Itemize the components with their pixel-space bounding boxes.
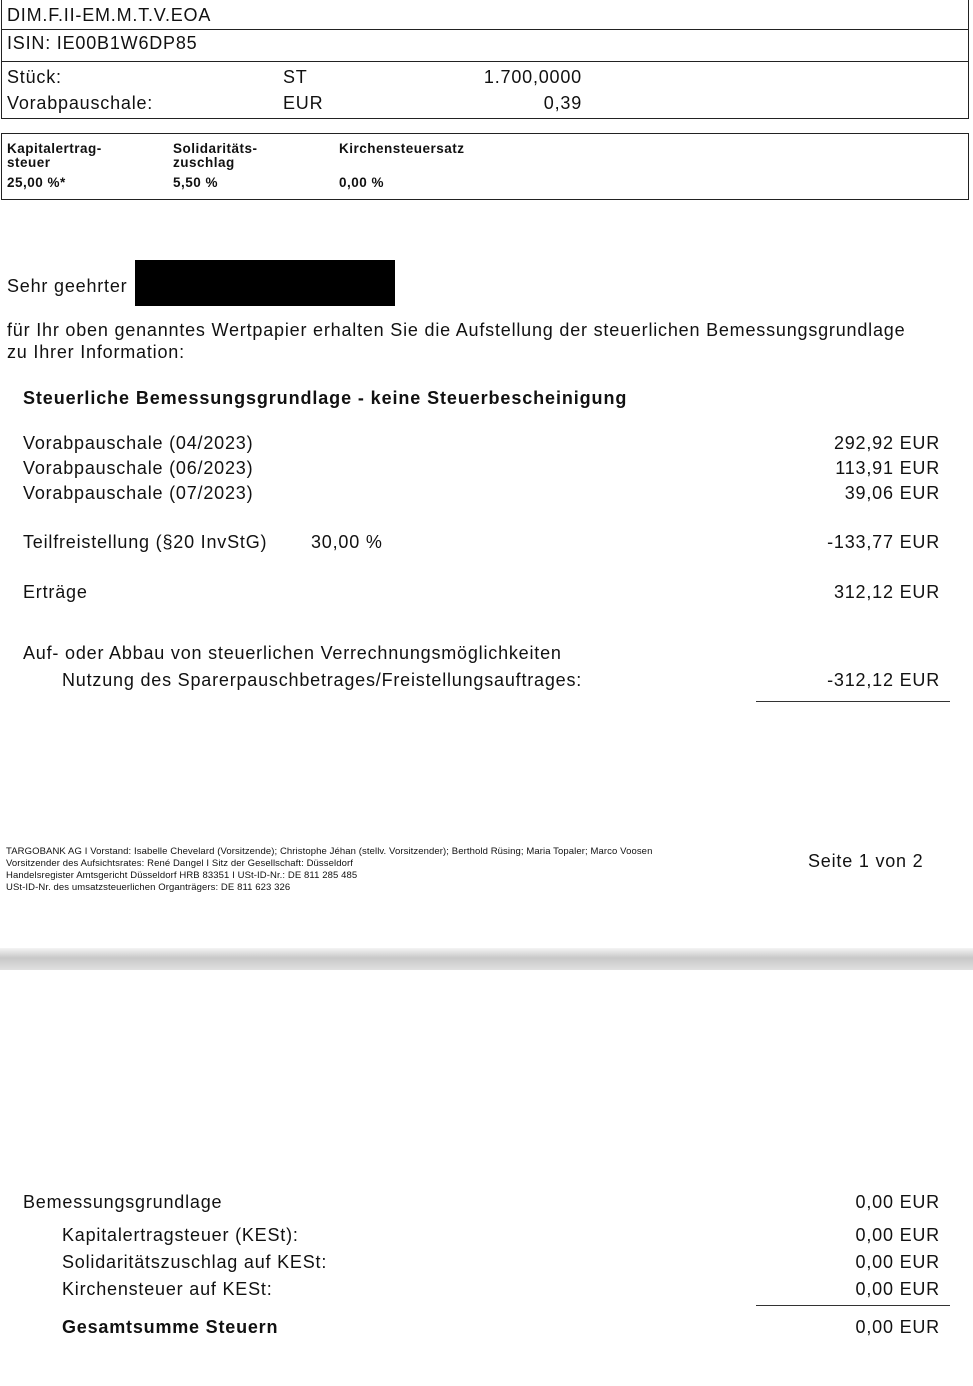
ertraege-label: Erträge (23, 582, 88, 602)
total-rule (756, 1305, 950, 1306)
church-tax-amount: 0,00 EUR (855, 1279, 940, 1299)
footer-line: Vorsitzender des Aufsichtsrates: René Dangel I Sitz der Gesellschaft: Düsseldorf (6, 858, 353, 869)
footer-line: USt-ID-Nr. des umsatzsteuerlichen Organträgers: DE 811 623 326 (6, 882, 291, 893)
vorabpauschale-unit: EUR (283, 93, 324, 113)
soli-label: Solidaritätszuschlag auf KESt: (62, 1252, 328, 1272)
sum-rule (756, 701, 950, 702)
kest-amount: 0,00 EUR (855, 1225, 940, 1245)
teilfreistellung-amount: -133,77 EUR (827, 532, 940, 552)
statement-heading: Steuerliche Bemessungsgrundlage - keine Steuerbescheinigung (23, 388, 628, 408)
church-rate-value: 0,00 % (339, 175, 385, 190)
ertraege-amount: 312,12 EUR (833, 582, 940, 602)
divider (2, 61, 968, 62)
security-isin: ISIN: IE00B1W6DP85 (7, 33, 198, 53)
teilfreistellung-label: Teilfreistellung (§20 InvStG) (23, 532, 268, 552)
vorab-label-06: Vorabpauschale (06/2023) (23, 458, 254, 478)
footer-line: TARGOBANK AG I Vorstand: Isabelle Chevelard (Vorsitzende); Christophe Jéhan (stellv. Vorsitzender); Berthold Rüsing; Maria Topaler; Marco Voosen (6, 846, 653, 857)
soli-rate-label: Solidaritäts- zuschlag (173, 141, 258, 170)
kest-label: Kapitalertragsteuer (KESt): (62, 1225, 299, 1245)
sparer-label: Nutzung des Sparerpauschbetrages/Freistellungsauftrages: (62, 670, 583, 690)
tax-rates-box (1, 133, 969, 200)
sparer-amount: -312,12 EUR (827, 670, 940, 690)
base-label: Bemessungsgrundlage (23, 1192, 223, 1212)
intro-text-line1: für Ihr oben genanntes Wertpapier erhalten Sie die Aufstellung der steuerlichen Bemessungsgrundlage (7, 320, 906, 340)
base-amount: 0,00 EUR (855, 1192, 940, 1212)
footer-line: Handelsregister Amtsgericht Düsseldorf HRB 83351 I USt-ID-Nr.: DE 811 285 485 (6, 870, 358, 881)
footer-legal (6, 846, 652, 894)
soli-amount: 0,00 EUR (855, 1252, 940, 1272)
verrechnung-heading: Auf- oder Abbau von steuerlichen Verrechnungsmöglichkeiten (23, 643, 562, 663)
quantity-value: 1.700,0000 (483, 67, 582, 87)
total-label: Gesamtsumme Steuern (62, 1317, 279, 1337)
vorab-label-07: Vorabpauschale (07/2023) (23, 483, 254, 503)
vorabpauschale-label: Vorabpauschale: (7, 93, 154, 113)
church-rate-label: Kirchensteuersatz (339, 141, 465, 156)
page-break (0, 948, 973, 970)
quantity-unit: ST (283, 67, 308, 87)
vorab-label-04: Vorabpauschale (04/2023) (23, 433, 254, 453)
vorabpauschale-value: 0,39 (543, 93, 582, 113)
divider (2, 29, 968, 30)
church-tax-label: Kirchensteuer auf KESt: (62, 1279, 273, 1299)
kest-rate-label: Kapitalertrag- steuer (7, 141, 102, 170)
quantity-label: Stück: (7, 67, 62, 87)
intro-text-line2: zu Ihrer Information: (7, 342, 185, 362)
vorab-amount-06: 113,91 EUR (835, 458, 940, 478)
vorab-amount-07: 39,06 EUR (844, 483, 940, 503)
security-name: DIM.F.II-EM.M.T.V.EOA (7, 5, 212, 25)
salutation: Sehr geehrter (7, 276, 128, 296)
teilfreistellung-rate: 30,00 % (311, 532, 383, 552)
soli-rate-value: 5,50 % (173, 175, 219, 190)
page-number: Seite 1 von 2 (808, 851, 924, 871)
vorab-amount-04: 292,92 EUR (833, 433, 940, 453)
total-amount: 0,00 EUR (855, 1317, 940, 1337)
kest-rate-value: 25,00 %* (7, 175, 66, 190)
redaction-bar (135, 260, 395, 306)
